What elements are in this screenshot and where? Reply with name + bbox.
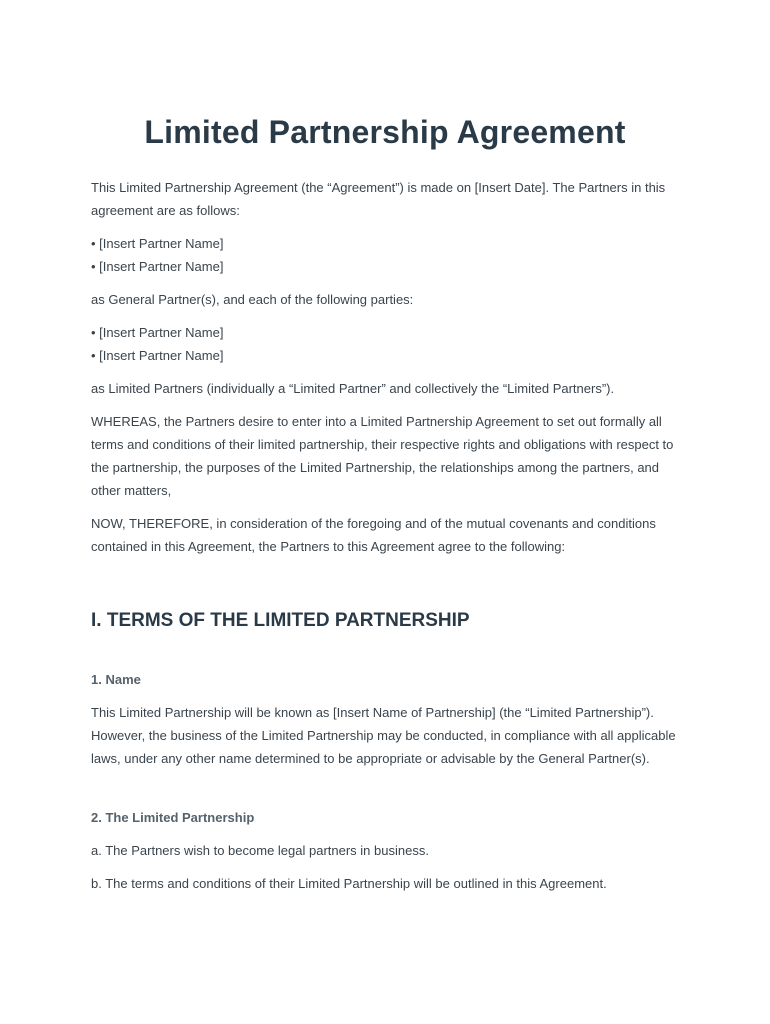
limited-partner-2: [Insert Partner Name] (99, 348, 224, 363)
list-item: • [Insert Partner Name] (91, 348, 224, 363)
list-item: • [Insert Partner Name] (91, 259, 224, 274)
now-therefore-paragraph: NOW, THEREFORE, in consideration of the foregoing and of the mutual covenants and conditions contained in this Agreement, the Partners to this Agreement agree to the following: (91, 516, 656, 554)
general-partners-list (91, 232, 691, 278)
intro-paragraph: This Limited Partnership Agreement (the “Agreement”) is made on [Insert Date]. The Partners in this agreement are as follows: (91, 180, 666, 218)
limited-partners-list (91, 321, 691, 367)
subsection-2-heading: 2. The Limited Partnership (91, 810, 255, 825)
subsection-1-paragraph: This Limited Partnership will be known as [Insert Name of Partnership] (the “Limited Partnership”). However, the business of the Limited Partnership may be conducted, in compliance with all applicable laws, under any other name determined to be appropriate or advisable by the General Partner(s). (91, 705, 676, 766)
document-body (91, 176, 691, 905)
list-item: • [Insert Partner Name] (91, 236, 224, 251)
subsection-2-item-a: a. The Partners wish to become legal partners in business. (91, 843, 429, 858)
subsection-2-item-b: b. The terms and conditions of their Limited Partnership will be outlined in this Agreement. (91, 876, 607, 891)
limited-partner-paragraph: as Limited Partners (individually a “Limited Partner” and collectively the “Limited Partners”). (91, 381, 615, 396)
limited-partner-1: [Insert Partner Name] (99, 325, 224, 340)
general-partner-2: [Insert Partner Name] (99, 259, 224, 274)
general-partner-1: [Insert Partner Name] (99, 236, 224, 251)
general-partner-paragraph: as General Partner(s), and each of the following parties: (91, 292, 414, 307)
whereas-paragraph: WHEREAS, the Partners desire to enter into a Limited Partnership Agreement to set out formally all terms and conditions of their limited partnership, their respective rights and obligations with respect to the partnership, the purposes of the Limited Partnership, the relationships among the partners, and other matters, (91, 414, 674, 498)
section-1-heading: I. TERMS OF THE LIMITED PARTNERSHIP (91, 610, 470, 631)
subsection-1-heading: 1. Name (91, 672, 141, 687)
list-item: • [Insert Partner Name] (91, 325, 224, 340)
document-title: Limited Partnership Agreement (144, 114, 626, 150)
